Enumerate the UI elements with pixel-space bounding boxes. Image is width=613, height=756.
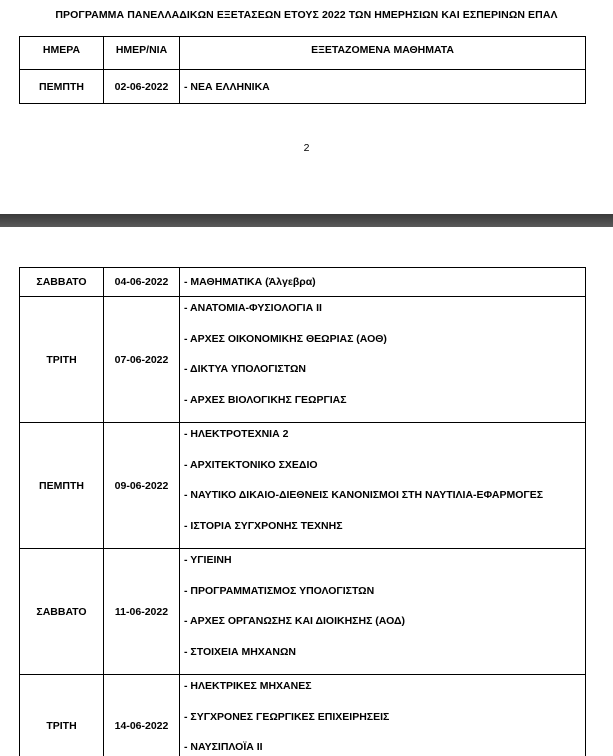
- page-number: 2: [303, 142, 310, 154]
- table-row: [20, 268, 586, 297]
- row-day: ΠΕΜΠΤΗ: [20, 423, 104, 549]
- subject-item: - ΔΙΚΤΥΑ ΥΠΟΛΟΓΙΣΤΩΝ: [184, 363, 306, 375]
- header-day: ΗΜΕΡΑ: [20, 37, 104, 70]
- schedule-table-page-1: [19, 36, 586, 104]
- row-date: 11-06-2022: [104, 549, 180, 675]
- header-date: ΗΜΕΡ/ΝΙΑ: [104, 37, 180, 70]
- row-day: ΤΡΙΤΗ: [20, 297, 104, 423]
- document-page-2: [0, 227, 613, 756]
- row-day: ΣΑΒΒΑΤΟ: [20, 268, 104, 297]
- subject-item: - ΝΑΥΣΙΠΛΟΪΑ ΙΙ: [184, 741, 263, 753]
- subject-item: - ΑΡΧΕΣ ΟΙΚΟΝΟΜΙΚΗΣ ΘΕΩΡΙΑΣ (ΑΟΘ): [184, 332, 387, 345]
- row-subject: - ΜΑΘΗΜΑΤΙΚΑ (Άλγεβρα): [180, 268, 586, 297]
- subject-item: - ΑΡΧΕΣ ΒΙΟΛΟΓΙΚΗΣ ΓΕΩΡΓΙΑΣ: [184, 393, 347, 406]
- row-subjects: [180, 297, 586, 423]
- table-header-row: [20, 37, 586, 70]
- row-date: 07-06-2022: [104, 297, 180, 423]
- row-subjects: [180, 423, 586, 549]
- row-subjects: [180, 675, 586, 756]
- row-subject: - ΝΕΑ ΕΛΛΗΝΙΚΑ: [180, 70, 586, 104]
- row-date: 02-06-2022: [104, 70, 180, 104]
- subject-item: - ΠΡΟΓΡΑΜΜΑΤΙΣΜΟΣ ΥΠΟΛΟΓΙΣΤΩΝ: [184, 584, 375, 597]
- table-row: [20, 297, 586, 423]
- header-subjects: ΕΞΕΤΑΖΟΜΕΝΑ ΜΑΘΗΜΑΤΑ: [180, 37, 586, 70]
- subject-item: - ΑΝΑΤΟΜΙΑ-ΦΥΣΙΟΛΟΓΙΑ ΙΙ: [184, 302, 322, 314]
- schedule-table-page-2: [19, 267, 586, 756]
- row-date: 09-06-2022: [104, 423, 180, 549]
- table-row: [20, 549, 586, 675]
- subject-item: - ΗΛΕΚΤΡΟΤΕΧΝΙΑ 2: [184, 428, 289, 440]
- subject-item: - ΗΛΕΚΤΡΙΚΕΣ ΜΗΧΑΝΕΣ: [184, 680, 312, 692]
- subject-item: - ΝΑΥΤΙΚΟ ΔΙΚΑΙΟ-ΔΙΕΘΝΕΙΣ ΚΑΝΟΝΙΣΜΟΙ ΣΤΗ ΝΑΥΤΙΛΙΑ-ΕΦΑΡΜΟΓΕΣ: [184, 489, 544, 501]
- row-day: ΤΡΙΤΗ: [20, 675, 104, 756]
- table-row: [20, 423, 586, 549]
- row-date: 14-06-2022: [104, 675, 180, 756]
- row-day: ΠΕΜΠΤΗ: [20, 70, 104, 104]
- row-day: ΣΑΒΒΑΤΟ: [20, 549, 104, 675]
- subject-item: - ΑΡΧΙΤΕΚΤΟΝΙΚΟ ΣΧΕΔΙΟ: [184, 458, 318, 471]
- document-page-1: [0, 0, 613, 214]
- subject-item: - ΑΡΧΕΣ ΟΡΓΑΝΩΣΗΣ ΚΑΙ ΔΙΟΙΚΗΣΗΣ (ΑΟΔ): [184, 615, 406, 627]
- subject-item: - ΙΣΤΟΡΙΑ ΣΥΓΧΡΟΝΗΣ ΤΕΧΝΗΣ: [184, 519, 343, 532]
- document-title: ΠΡΟΓΡΑΜΜΑ ΠΑΝΕΛΛΑΔΙΚΩΝ ΕΞΕΤΑΣΕΩΝ ΕΤΟΥΣ 2022 ΤΩΝ ΗΜΕΡΗΣΙΩΝ ΚΑΙ ΕΣΠΕΡΙΝΩΝ ΕΠΑΛ: [55, 9, 558, 21]
- subject-item: - ΥΓΙΕΙΝΗ: [184, 554, 232, 566]
- row-date: 04-06-2022: [104, 268, 180, 297]
- subject-item: - ΣΤΟΙΧΕΙΑ ΜΗΧΑΝΩΝ: [184, 645, 296, 658]
- table-row: [20, 70, 586, 104]
- table-row: [20, 675, 586, 756]
- subject-item: - ΣΥΓΧΡΟΝΕΣ ΓΕΩΡΓΙΚΕΣ ΕΠΙΧΕΙΡΗΣΕΙΣ: [184, 710, 390, 723]
- row-subjects: [180, 549, 586, 675]
- page-separator: [0, 214, 613, 227]
